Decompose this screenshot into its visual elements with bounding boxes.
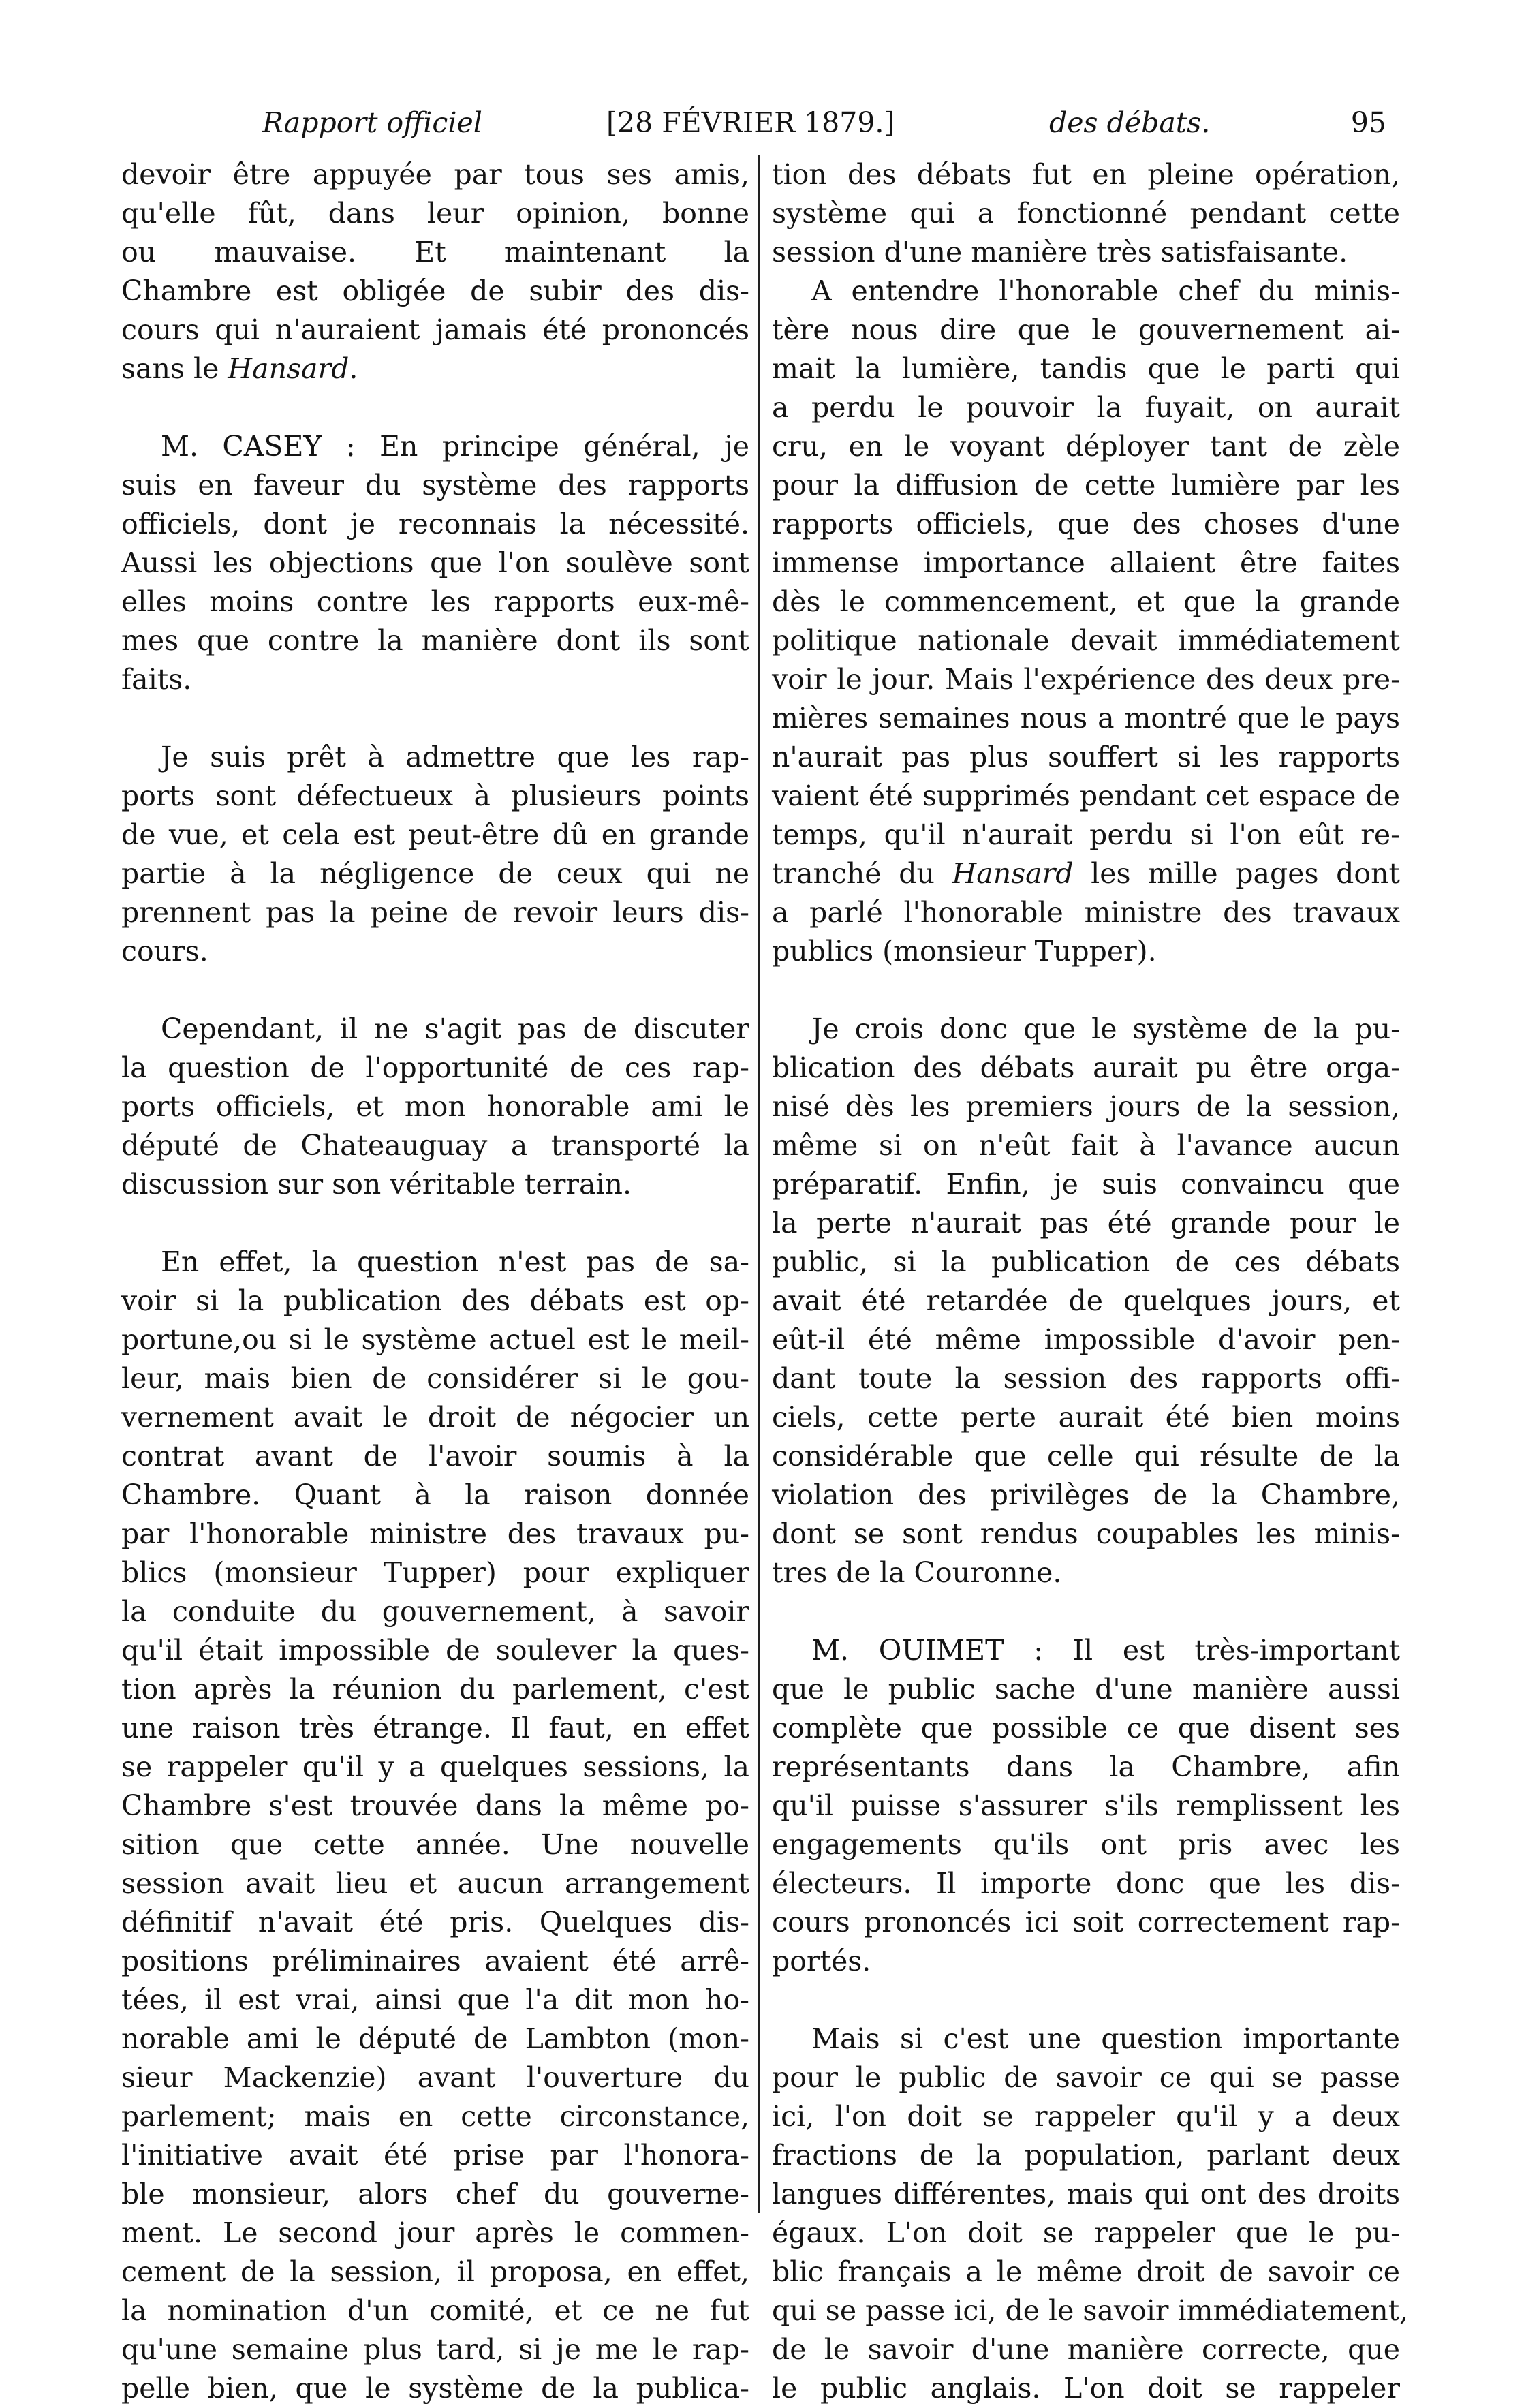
text-line: tion des débats fut en pleine opération, (772, 158, 1400, 191)
text-line: dant toute la session des rapports offi- (772, 1362, 1400, 1395)
text-line: blics (monsieur Tupper) pour expliquer (121, 1556, 749, 1589)
text-line: politique nationale devait immédiatement (772, 624, 1400, 657)
text-line: qu'il puisse s'assurer s'ils remplissent les (772, 1789, 1400, 1822)
running-header (262, 102, 1386, 143)
text-line: voir le jour. Mais l'expérience des deux pre- (772, 663, 1400, 696)
text-line: public, si la publication de ces débats (772, 1246, 1400, 1278)
text-line: portés. (772, 1945, 871, 1977)
text-line: a parlé l'honorable ministre des travaux (772, 896, 1400, 929)
text-line: engagements qu'ils ont pris avec les (772, 1828, 1400, 1861)
text-line: A entendre l'honorable chef du minis- (811, 275, 1400, 307)
text-line: eût-il été même impossible d'avoir pen- (772, 1323, 1400, 1356)
text-line: ici, l'on doit se rappeler qu'il y a deux (772, 2100, 1400, 2133)
text-line: portune,ou si le système actuel est le meil- (121, 1323, 749, 1356)
text-line: la nomination d'un comité, et ce ne fut (121, 2294, 749, 2327)
text-line: tées, il est vrai, ainsi que l'a dit mon ho- (121, 1983, 749, 2016)
text-line: prennent pas la peine de revoir leurs dis- (121, 896, 749, 929)
text-line: cours qui n'auraient jamais été prononcés (121, 313, 749, 346)
text-line: se rappeler qu'il y a quelques sessions, la (121, 1750, 749, 1783)
text-line: publics (monsieur Tupper). (772, 935, 1157, 968)
text-line: tion après la réunion du parlement, c'est (121, 1673, 749, 1705)
text-line: blication des débats aurait pu être orga- (772, 1051, 1400, 1084)
text-line: faits. (121, 663, 192, 696)
text-line: système qui a fonctionné pendant cette (772, 197, 1400, 230)
text-line: a perdu le pouvoir la fuyait, on aurait (772, 391, 1400, 424)
text-line: égaux. L'on doit se rappeler que le pu- (772, 2217, 1400, 2249)
text-line: la perte n'aurait pas été grande pour le (772, 1207, 1400, 1239)
text-line: pelle bien, que le système de la publica- (121, 2372, 749, 2405)
text-line: de vue, et cela est peut-être dû en grande (121, 818, 749, 851)
text-line: session d'une manière très satisfaisante. (772, 236, 1348, 268)
text-line: tranché du Hansard les mille pages dont (772, 857, 1400, 890)
text-line: cru, en le voyant déployer tant de zèle (772, 430, 1400, 463)
text-line: Cependant, il ne s'agit pas de discuter (161, 1013, 749, 1045)
text-line: positions préliminaires avaient été arrê- (121, 1945, 749, 1977)
text-line: parlement; mais en cette circonstance, (121, 2100, 749, 2133)
text-line: Je suis prêt à admettre que les rap- (161, 741, 749, 773)
text-line: la conduite du gouvernement, à savoir (121, 1595, 749, 1628)
paragraph-gap (121, 1204, 749, 1243)
text-line: complète que possible ce que disent ses (772, 1712, 1400, 1744)
text-line: pour le public de savoir ce qui se passe (772, 2061, 1400, 2094)
text-line: Chambre. Quant à la raison donnée (121, 1479, 749, 1511)
text-line: n'aurait pas plus souffert si les rapports (772, 741, 1400, 773)
text-line: par l'honorable ministre des travaux pu- (121, 1517, 749, 1550)
text-line: M. OUIMET : Il est très-important (811, 1634, 1400, 1667)
text-line: temps, qu'il n'aurait perdu si l'on eût re- (772, 818, 1400, 851)
right-column (772, 155, 1409, 2408)
text-line: Chambre est obligée de subir des dis- (121, 275, 749, 307)
left-column (121, 155, 749, 2408)
text-line: sans le Hansard. (121, 352, 358, 385)
header-title: Rapport officiel (262, 106, 482, 139)
text-line: partie à la négligence de ceux qui ne (121, 857, 749, 890)
text-line: sition que cette année. Une nouvelle (121, 1828, 749, 1861)
text-line: immense importance allaient être faites (772, 546, 1400, 579)
text-line: une raison très étrange. Il faut, en effet (121, 1712, 749, 1744)
text-line: l'initiative avait été prise par l'honora- (121, 2139, 749, 2172)
text-line: contrat avant de l'avoir soumis à la (121, 1440, 749, 1472)
text-line: ment. Le second jour après le commen- (121, 2217, 749, 2249)
text-line: nisé dès les premiers jours de la session, (772, 1090, 1400, 1123)
text-line: suis en faveur du système des rapports (121, 469, 749, 501)
header-section: des débats. (1049, 106, 1211, 139)
text-line: cours. (121, 935, 208, 968)
text-line: leur, mais bien de considérer si le gou- (121, 1362, 749, 1395)
text-line: Mais si c'est une question importante (811, 2022, 1400, 2055)
text-line: ports sont défectueux à plusieurs points (121, 779, 749, 812)
text-line: de le savoir d'une manière correcte, que (772, 2333, 1400, 2366)
text-line: la question de l'opportunité de ces rap- (121, 1051, 749, 1084)
text-line: ports officiels, et mon honorable ami le (121, 1090, 749, 1123)
text-line: En effet, la question n'est pas de sa- (161, 1246, 749, 1278)
paragraph-gap (772, 1981, 1400, 2020)
text-line: session avait lieu et aucun arrangement (121, 1867, 749, 1900)
text-line: qu'il était impossible de soulever la ques- (121, 1634, 749, 1667)
text-line: ciels, cette perte aurait été bien moins (772, 1401, 1400, 1434)
text-line: violation des privilèges de la Chambre, (772, 1479, 1400, 1511)
hansard-italic: Hansard (228, 352, 349, 385)
text-line: voir si la publication des débats est op- (121, 1284, 749, 1317)
column-divider (758, 155, 760, 2213)
text-line: le public anglais. L'on doit se rappeler (772, 2372, 1400, 2405)
text-line: langues différentes, mais qui ont des droits (772, 2178, 1400, 2210)
header-date: [28 FÉVRIER 1879.] (606, 106, 895, 139)
paragraph-gap (772, 971, 1400, 1010)
text-line: ou mauvaise. Et maintenant la (121, 236, 749, 268)
text-line: dont se sont rendus coupables les minis- (772, 1517, 1400, 1550)
text-line: rapports officiels, que des choses d'une (772, 508, 1400, 540)
paragraph-gap (121, 971, 749, 1010)
hansard-italic: Hansard (952, 857, 1074, 890)
text-line: ble monsieur, alors chef du gouverne- (121, 2178, 749, 2210)
text-line: devoir être appuyée par tous ses amis, (121, 158, 749, 191)
text-line: mières semaines nous a montré que le pays (772, 702, 1400, 735)
text-line: officiels, dont je reconnais la nécessité. (121, 508, 749, 540)
page-number: 95 (1350, 106, 1386, 139)
text-line: qui se passe ici, de le savoir immédiatement, (772, 2294, 1409, 2327)
paragraph-gap (121, 699, 749, 738)
text-line: blic français a le même droit de savoir ce (772, 2255, 1400, 2288)
text-line: mait la lumière, tandis que le parti qui (772, 352, 1400, 385)
text-line: préparatif. Enfin, je suis convaincu que (772, 1168, 1400, 1201)
text-line: sieur Mackenzie) avant l'ouverture du (121, 2061, 749, 2094)
text-line: M. CASEY : En principe général, je (161, 430, 749, 463)
text-line: tère nous dire que le gouvernement ai- (772, 313, 1400, 346)
text-line: elles moins contre les rapports eux-mê- (121, 585, 749, 618)
text-line: cement de la session, il proposa, en effet, (121, 2255, 749, 2288)
text-line: considérable que celle qui résulte de la (772, 1440, 1400, 1472)
text-line: député de Chateauguay a transporté la (121, 1129, 749, 1162)
paragraph-gap (772, 1592, 1400, 1631)
paragraph-gap (121, 388, 749, 427)
text-line: avait été retardée de quelques jours, et (772, 1284, 1400, 1317)
text-line: norable ami le député de Lambton (mon- (121, 2022, 749, 2055)
text-line: qu'elle fût, dans leur opinion, bonne (121, 197, 749, 230)
text-line: Chambre s'est trouvée dans la même po- (121, 1789, 749, 1822)
text-line: cours prononcés ici soit correctement rap- (772, 1906, 1400, 1939)
text-line: fractions de la population, parlant deux (772, 2139, 1400, 2172)
text-line: tres de la Couronne. (772, 1556, 1062, 1589)
text-line: que le public sache d'une manière aussi (772, 1673, 1400, 1705)
text-line: qu'une semaine plus tard, si je me le rap- (121, 2333, 749, 2366)
text-line: vaient été supprimés pendant cet espace de (772, 779, 1400, 812)
text-line: discussion sur son véritable terrain. (121, 1168, 632, 1201)
text-line: pour la diffusion de cette lumière par les (772, 469, 1400, 501)
text-line: définitif n'avait été pris. Quelques dis- (121, 1906, 749, 1939)
text-line: électeurs. Il importe donc que les dis- (772, 1867, 1400, 1900)
text-line: vernement avait le droit de négocier un (121, 1401, 749, 1434)
text-line: représentants dans la Chambre, afin (772, 1750, 1400, 1783)
text-line: Aussi les objections que l'on soulève sont (121, 546, 749, 579)
text-line: Je crois donc que le système de la pu- (811, 1013, 1400, 1045)
text-line: mes que contre la manière dont ils sont (121, 624, 749, 657)
text-line: même si on n'eût fait à l'avance aucun (772, 1129, 1400, 1162)
text-line: dès le commencement, et que la grande (772, 585, 1400, 618)
